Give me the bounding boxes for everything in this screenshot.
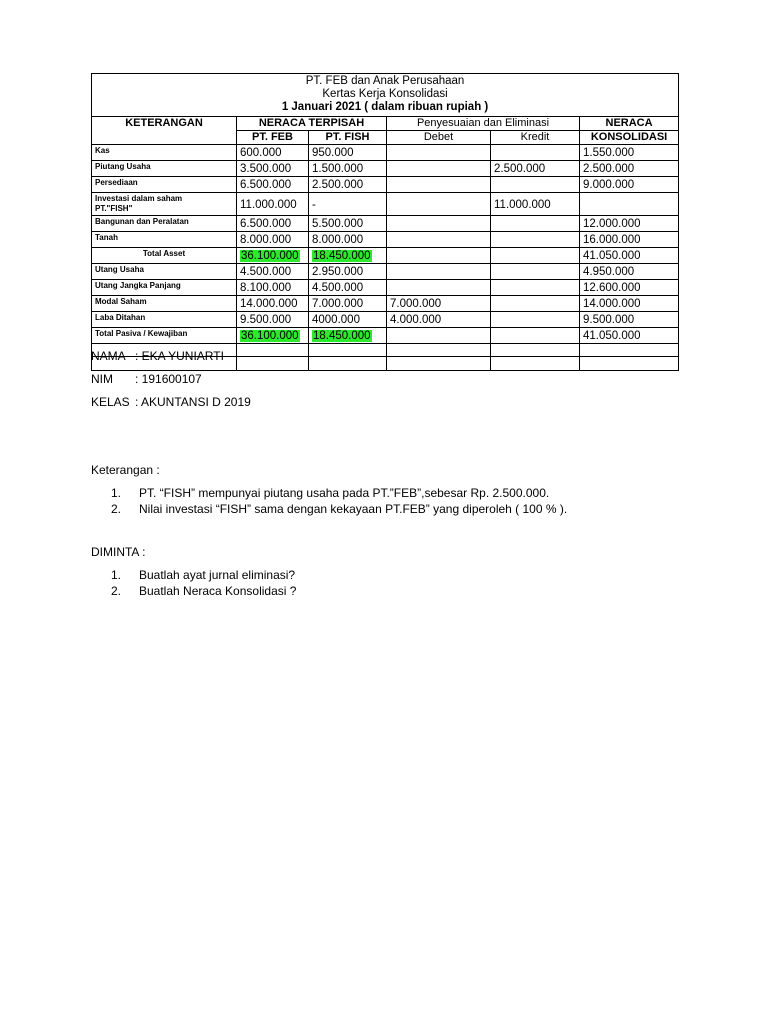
empty-cell <box>387 344 491 357</box>
cell-pt-fish <box>309 248 387 264</box>
cell-pt-fish: 8.000.000 <box>309 232 387 248</box>
table-row <box>92 280 679 296</box>
worksheet-title-row <box>92 74 679 117</box>
cell-debet <box>387 193 491 216</box>
cell-pt-feb: 3.500.000 <box>237 161 309 177</box>
keterangan-list <box>91 485 567 517</box>
cell-kredit <box>491 248 580 264</box>
empty-cell <box>387 357 491 371</box>
item-text: Buatlah ayat jurnal eliminasi? <box>139 568 296 582</box>
cell-debet: 7.000.000 <box>387 296 491 312</box>
cell-konsolidasi: 16.000.000 <box>580 232 679 248</box>
header-neraca: NERACA <box>580 117 679 131</box>
cell-pt-feb: 600.000 <box>237 145 309 161</box>
header-penyesuaian: Penyesuaian dan Eliminasi <box>387 117 580 131</box>
cell-pt-fish: 5.500.000 <box>309 216 387 232</box>
highlighted-value: 18.450.000 <box>313 250 371 262</box>
table-row <box>92 177 679 193</box>
cell-konsolidasi: 41.050.000 <box>580 248 679 264</box>
header-pt-fish: PT. FISH <box>309 131 387 145</box>
empty-cell <box>580 344 679 357</box>
empty-cell <box>309 344 387 357</box>
list-item <box>91 485 567 501</box>
worksheet-subtitle: Kertas Kerja Konsolidasi <box>322 88 448 100</box>
cell-pt-feb <box>237 248 309 264</box>
cell-pt-fish: 1.500.000 <box>309 161 387 177</box>
cell-debet <box>387 328 491 344</box>
cell-kredit <box>491 232 580 248</box>
header-debet: Debet <box>387 131 491 145</box>
cell-konsolidasi: 1.550.000 <box>580 145 679 161</box>
cell-debet <box>387 248 491 264</box>
kelas-label: KELAS <box>91 395 130 409</box>
cell-pt-fish <box>309 328 387 344</box>
cell-pt-feb: 8.100.000 <box>237 280 309 296</box>
nama-value: : EKA YUNIARTI <box>135 349 224 363</box>
row-label: Total Pasiva / Kewajiban <box>92 328 237 344</box>
header-neraca-terpisah: NERACA TERPISAH <box>237 117 387 131</box>
table-row-total-pasiva <box>92 328 679 344</box>
row-label: Utang Usaha <box>92 264 237 280</box>
row-label: Bangunan dan Peralatan <box>92 216 237 232</box>
cell-pt-feb: 11.000.000 <box>237 193 309 216</box>
table-row <box>92 193 679 216</box>
cell-kredit <box>491 296 580 312</box>
row-label-line-1: Investasi dalam saham <box>95 194 183 203</box>
cell-debet <box>387 145 491 161</box>
cell-kredit: 11.000.000 <box>491 193 580 216</box>
row-label-line-2: PT."FISH" <box>95 204 133 213</box>
row-label: Tanah <box>92 232 237 248</box>
highlighted-value: 36.100.000 <box>241 250 299 262</box>
nama-label: NAMA <box>91 349 126 363</box>
diminta-list <box>91 567 296 599</box>
header-keterangan: KETERANGAN <box>92 117 237 145</box>
student-kelas-line <box>91 395 251 409</box>
item-number: 2. <box>111 584 122 598</box>
worksheet-date: 1 Januari 2021 ( dalam ribuan rupiah ) <box>281 101 489 113</box>
cell-kredit <box>491 145 580 161</box>
cell-konsolidasi: 41.050.000 <box>580 328 679 344</box>
empty-cell <box>491 357 580 371</box>
cell-pt-fish: 4.500.000 <box>309 280 387 296</box>
table-row <box>92 145 679 161</box>
row-label: Kas <box>92 145 237 161</box>
cell-pt-fish: 950.000 <box>309 145 387 161</box>
row-label: Piutang Usaha <box>92 161 237 177</box>
table-row-total-asset <box>92 248 679 264</box>
nim-value: : 191600107 <box>135 372 202 386</box>
consolidation-worksheet-table <box>91 73 679 371</box>
cell-pt-feb: 14.000.000 <box>237 296 309 312</box>
row-label: Laba Ditahan <box>92 312 237 328</box>
cell-debet: 4.000.000 <box>387 312 491 328</box>
table-row <box>92 232 679 248</box>
worksheet-title <box>92 74 679 117</box>
item-text: PT. “FISH” mempunyai piutang usaha pada PT.”FEB”,sebesar Rp. 2.500.000. <box>139 486 550 500</box>
table-row <box>92 264 679 280</box>
cell-konsolidasi: 12.000.000 <box>580 216 679 232</box>
row-label: Persediaan <box>92 177 237 193</box>
item-number: 2. <box>111 502 122 516</box>
cell-kredit: 2.500.000 <box>491 161 580 177</box>
cell-debet <box>387 232 491 248</box>
cell-pt-fish: 4000.000 <box>309 312 387 328</box>
cell-pt-feb: 4.500.000 <box>237 264 309 280</box>
empty-cell <box>237 344 309 357</box>
company-title: PT. FEB dan Anak Perusahaan <box>305 75 465 87</box>
list-item <box>91 567 296 583</box>
table-row <box>92 296 679 312</box>
list-item <box>91 501 567 517</box>
cell-debet <box>387 177 491 193</box>
cell-debet <box>387 264 491 280</box>
cell-konsolidasi: 14.000.000 <box>580 296 679 312</box>
item-text: Buatlah Neraca Konsolidasi ? <box>139 584 297 598</box>
cell-debet <box>387 216 491 232</box>
cell-konsolidasi: 2.500.000 <box>580 161 679 177</box>
table-row <box>92 312 679 328</box>
item-number: 1. <box>111 568 122 582</box>
empty-cell <box>309 357 387 371</box>
item-text: Nilai investasi “FISH” sama dengan kekayaan PT.FEB” yang diperoleh ( 100 % ). <box>139 502 568 516</box>
list-item <box>91 583 296 599</box>
row-label: Utang Jangka Panjang <box>92 280 237 296</box>
empty-cell <box>580 357 679 371</box>
cell-pt-feb: 8.000.000 <box>237 232 309 248</box>
row-label <box>92 193 237 216</box>
nim-label: NIM <box>91 372 113 386</box>
student-nim-line <box>91 372 202 386</box>
cell-kredit <box>491 177 580 193</box>
cell-pt-feb: 6.500.000 <box>237 177 309 193</box>
cell-konsolidasi: 9.000.000 <box>580 177 679 193</box>
keterangan-heading: Keterangan : <box>91 463 160 477</box>
cell-konsolidasi <box>580 193 679 216</box>
table-row <box>92 216 679 232</box>
cell-pt-fish: 7.000.000 <box>309 296 387 312</box>
row-label: Total Asset <box>92 248 237 264</box>
cell-debet <box>387 280 491 296</box>
cell-kredit <box>491 312 580 328</box>
header-row-1 <box>92 117 679 131</box>
cell-kredit <box>491 264 580 280</box>
cell-konsolidasi: 4.950.000 <box>580 264 679 280</box>
table-row <box>92 161 679 177</box>
cell-pt-feb: 6.500.000 <box>237 216 309 232</box>
header-pt-feb: PT. FEB <box>237 131 309 145</box>
diminta-heading: DIMINTA : <box>91 545 146 559</box>
cell-pt-fish: 2.500.000 <box>309 177 387 193</box>
cell-kredit <box>491 280 580 296</box>
highlighted-value: 18.450.000 <box>313 330 371 342</box>
header-konsolidasi: KONSOLIDASI <box>580 131 679 145</box>
cell-pt-fish: 2.950.000 <box>309 264 387 280</box>
kelas-value: : AKUNTANSI D 2019 <box>135 395 251 409</box>
empty-cell <box>237 357 309 371</box>
cell-debet <box>387 161 491 177</box>
header-kredit: Kredit <box>491 131 580 145</box>
cell-pt-feb <box>237 328 309 344</box>
cell-kredit <box>491 216 580 232</box>
highlighted-value: 36.100.000 <box>241 330 299 342</box>
item-number: 1. <box>111 486 122 500</box>
cell-kredit <box>491 328 580 344</box>
cell-pt-feb: 9.500.000 <box>237 312 309 328</box>
student-name-line <box>91 349 224 363</box>
cell-konsolidasi: 9.500.000 <box>580 312 679 328</box>
empty-cell <box>491 344 580 357</box>
cell-pt-fish: - <box>309 193 387 216</box>
row-label: Modal Saham <box>92 296 237 312</box>
cell-konsolidasi: 12.600.000 <box>580 280 679 296</box>
